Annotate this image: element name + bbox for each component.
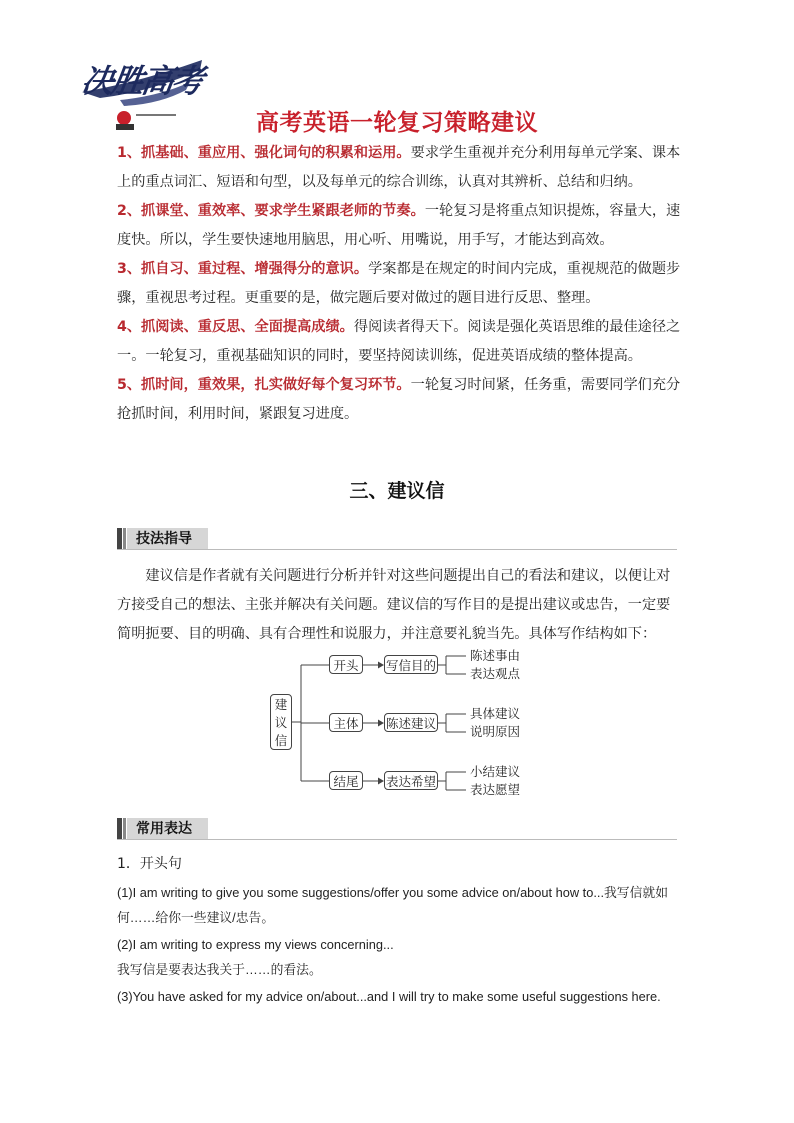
diagram-leaf: 陈述事由 — [470, 648, 521, 663]
diagram-purpose-node: 表达希望 — [384, 771, 438, 790]
strategy-paragraph-1 — [117, 139, 683, 197]
diagram-part-node: 主体 — [329, 713, 363, 732]
sub-heading: 1．开头句 — [117, 856, 182, 872]
tag-label: 技法指导 — [127, 528, 208, 550]
strategy-body: 一轮复习是将重点知识提炼，容量大，速度快。所以，学生要快速地用脑思，用心听、用嘴说，用手写，才能达到高效。 — [117, 203, 681, 248]
diagram-purpose-node: 陈述建议 — [384, 713, 438, 732]
diagram-leaf: 具体建议 — [470, 706, 521, 721]
tag-underline — [117, 549, 677, 550]
diagram-part-node: 结尾 — [329, 771, 363, 790]
tag-bar — [117, 818, 122, 840]
tag-bar — [117, 528, 122, 550]
diagram-part-node: 开头 — [329, 655, 363, 674]
tag-bar — [123, 528, 126, 550]
strategy-highlight: 3、抓自习、重过程、增强得分的意识。 — [117, 261, 369, 277]
strategy-highlight: 4、抓阅读、重反思、全面提高成绩。 — [117, 319, 354, 335]
section-tag-technique — [117, 528, 677, 550]
tag-label: 常用表达 — [127, 818, 208, 840]
strategy-highlight: 5、抓时间，重效果，扎实做好每个复习环节。 — [117, 377, 411, 393]
page-title: 高考英语一轮复习策略建议 — [256, 110, 538, 136]
diagram-leaf: 表达愿望 — [470, 782, 521, 797]
diagram-leaf: 说明原因 — [470, 724, 521, 739]
tag-bar — [123, 818, 126, 840]
strategy-paragraph-4 — [117, 313, 683, 371]
expression-line: (1)I am writing to give you some suggestions/offer you some advice on/about how to...我写信就如 — [117, 885, 668, 900]
section-title: 三、建议信 — [349, 480, 445, 502]
logo-text: 决胜高考 — [79, 62, 205, 100]
diagram-root-node: 建议信 — [270, 694, 292, 750]
strategy-highlight: 1、抓基础、重应用、强化词句的积累和运用。 — [117, 145, 411, 161]
tag-underline — [117, 839, 677, 840]
expression-line: (3)You have asked for my advice on/about...and I will try to make some useful suggestions here. — [117, 989, 661, 1004]
diagram-purpose-node: 写信目的 — [384, 655, 438, 674]
section-tag-expressions — [117, 818, 677, 840]
strategy-highlight: 2、抓课堂、重效率、要求学生紧跟老师的节奏。 — [117, 203, 425, 219]
strategy-paragraph-5 — [117, 371, 683, 429]
strategy-body: 一轮复习时间紧，任务重，需要同学们充分抢抓时间，利用时间，紧跟复习进度。 — [117, 377, 681, 422]
expression-line: 何……给你一些建议/忠告。 — [117, 910, 275, 925]
expression-line: (2)I am writing to express my views concerning... — [117, 937, 394, 952]
strategy-body: 要求学生重视并充分利用每单元学案、课本上的重点词汇、短语和句型，以及每单元的综合训练，认真对其辨析、总结和归纳。 — [117, 145, 681, 190]
strategy-body: 得阅读者得天下。阅读是强化英语思维的最佳途径之一。一轮复习，重视基础知识的同时，要坚持阅读训练，促进英语成绩的整体提高。 — [117, 319, 681, 364]
diagram-leaf: 小结建议 — [470, 764, 521, 779]
intro-paragraph: 建议信是作者就有关问题进行分析并针对这些问题提出自己的看法和建议，以便让对方接受自己的想法、主张并解决有关问题。建议信的写作目的是提出建议或忠告，一定要简明扼要、目的明确、具有合理性和说服力，并注意要礼貌当先。具体写作结构如下： — [117, 568, 671, 642]
expression-line: 我写信是要表达我关于……的看法。 — [117, 962, 322, 977]
diagram-leaf: 表达观点 — [470, 666, 521, 681]
strategy-paragraph-3 — [117, 255, 683, 313]
structure-diagram — [268, 650, 538, 800]
strategy-paragraph-2 — [117, 197, 683, 255]
strategy-body: 学案都是在规定的时间内完成，重视规范的做题步骤，重视思考过程。更重要的是，做完题后要对做过的题目进行反思、整理。 — [117, 261, 681, 306]
